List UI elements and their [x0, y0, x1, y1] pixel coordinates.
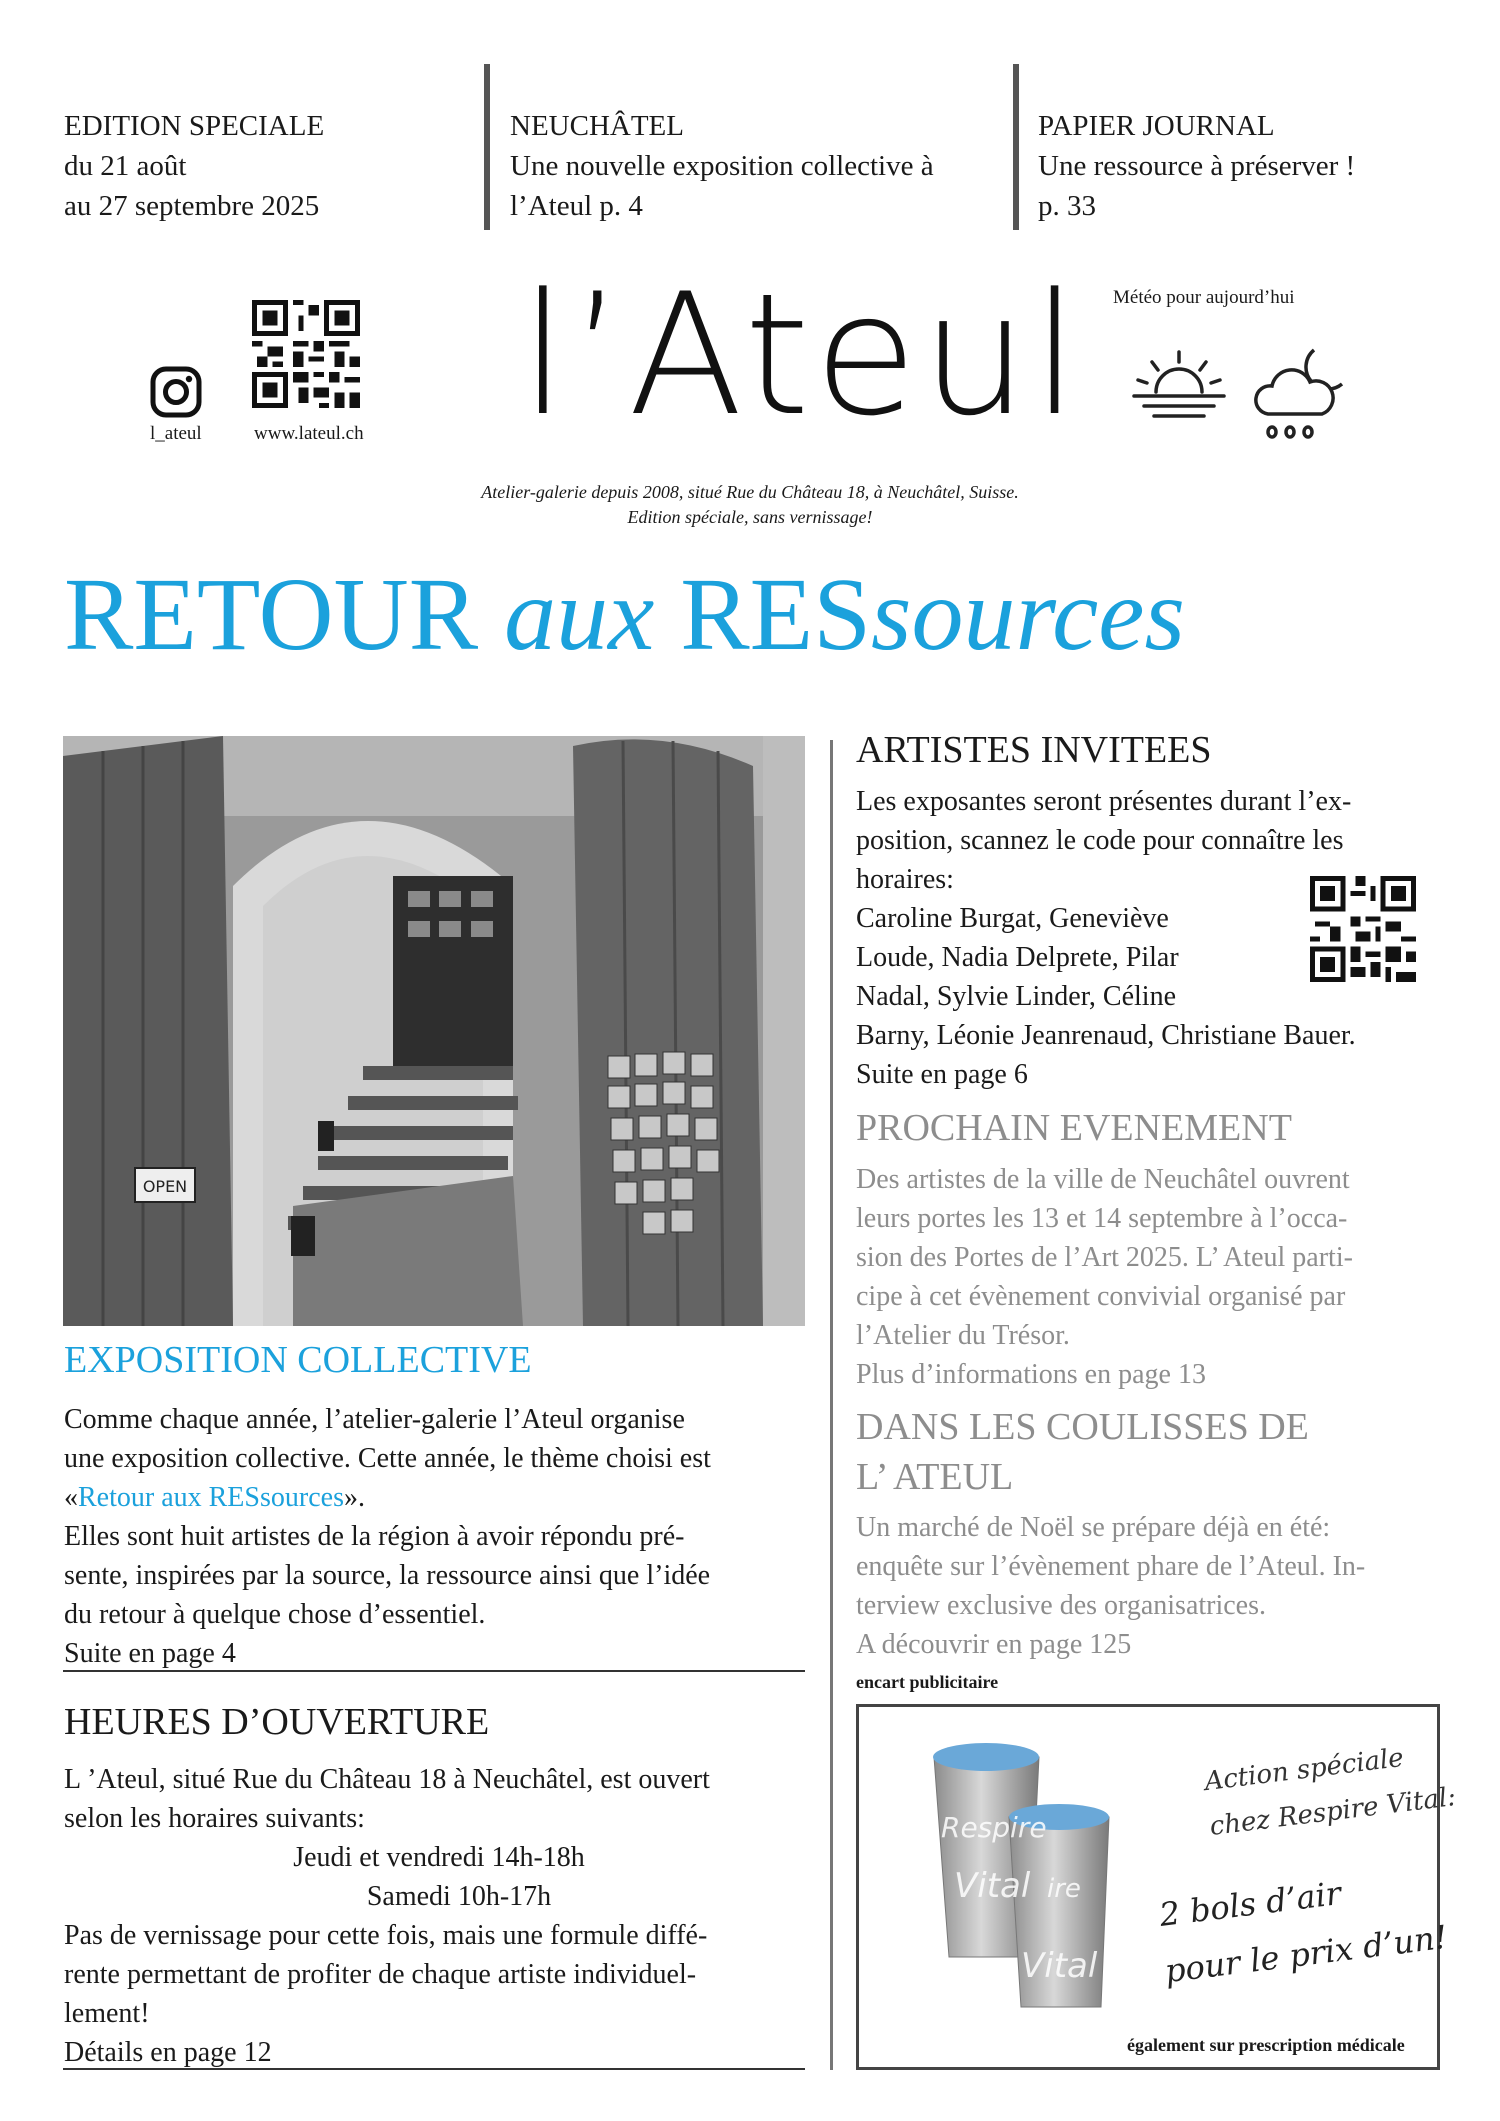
- headline-res: RES: [654, 557, 872, 672]
- artists-more[interactable]: Suite en page 6: [856, 1059, 1028, 1090]
- masthead-tagline-1: Atelier-galerie depuis 2008, situé Rue du Château 18, à Neuchâtel, Suisse.: [481, 482, 1019, 502]
- event-title: PROCHAIN EVENEMENT: [856, 1107, 1292, 1149]
- sunrise-icon: [1130, 348, 1228, 428]
- papier-teaser: Une ressource à préserver !: [1038, 150, 1356, 182]
- headline-retour: RETOUR: [64, 557, 505, 672]
- header-divider-2: [1013, 64, 1019, 230]
- can-text-4: Vital: [1021, 1946, 1098, 1986]
- instagram-icon[interactable]: [150, 366, 202, 418]
- theme-link[interactable]: Retour aux RESsources: [78, 1482, 344, 1513]
- artists-title: ARTISTES INVITEES: [856, 729, 1212, 771]
- gallery-entrance-photo: [63, 736, 805, 1326]
- artists-line-2: position, scannez le code pour connaître les: [856, 825, 1344, 856]
- header-papier[interactable]: [1038, 106, 1355, 226]
- ad-slogan-2: chez Respire Vital:: [1208, 1782, 1458, 1842]
- ad-offer-1: 2 bols d’air: [1157, 1874, 1344, 1934]
- backstage-more[interactable]: A découvrir en page 125: [856, 1629, 1132, 1660]
- neuchatel-teaser: Une nouvelle exposition collective à: [510, 150, 934, 182]
- can-text-2: Vital: [954, 1866, 1031, 1906]
- website-url[interactable]: www.lateul.ch: [254, 423, 364, 444]
- header-edition: [64, 106, 324, 226]
- hours-title: HEURES D’OUVERTURE: [64, 1701, 490, 1743]
- hours-more[interactable]: Détails en page 12: [64, 2037, 272, 2068]
- event-line-3: sion des Portes de l’Art 2025. L’ Ateul parti-: [856, 1242, 1353, 1273]
- air-cans-icon: [929, 1727, 1139, 2027]
- exposition-divider: [63, 1670, 805, 1672]
- headline-sources: sources: [871, 557, 1185, 672]
- papier-page: p. 33: [1038, 190, 1096, 222]
- hours-divider: [63, 2068, 805, 2070]
- papier-title: PAPIER JOURNAL: [1038, 110, 1275, 142]
- header-neuchatel[interactable]: [510, 106, 934, 226]
- quote-open: «: [64, 1482, 78, 1513]
- event-line-5: l’Atelier du Trésor.: [856, 1320, 1070, 1351]
- backstage-title: [856, 1402, 1309, 1502]
- event-line-4: cipe à cet évènement convivial organisé par: [856, 1281, 1346, 1312]
- masthead-tagline-2: Edition spéciale, sans vernissage!: [627, 507, 873, 527]
- edition-date-start: du 21 août: [64, 150, 187, 182]
- backstage-line-2: enquête sur l’évènement phare de l’Ateul. In-: [856, 1551, 1366, 1582]
- exposition-line-6: du retour à quelque chose d’essentiel.: [64, 1599, 486, 1630]
- backstage-line-1: Un marché de Noël se prépare déjà en été:: [856, 1512, 1331, 1543]
- hours-line-5: lement!: [64, 1998, 150, 2029]
- quote-close: ».: [343, 1482, 365, 1513]
- edition-title: EDITION SPECIALE: [64, 110, 325, 142]
- event-body: [856, 1160, 1476, 1394]
- ad-offer-2: pour le prix d’un!: [1162, 1917, 1450, 1991]
- hours-line-1: L ’Ateul, situé Rue du Château 18 à Neuchâtel, est ouvert: [64, 1764, 710, 1795]
- exposition-line-4: Elles sont huit artistes de la région à avoir répondu pré-: [64, 1521, 685, 1552]
- masthead-logo: l’Ateul: [520, 257, 1083, 453]
- backstage-body: [856, 1508, 1476, 1664]
- weather-title: Météo pour aujourd’hui: [1113, 287, 1295, 308]
- hours-body: [64, 1760, 814, 2072]
- hours-line-2: selon les horaires suivants:: [64, 1803, 365, 1834]
- main-headline: [64, 555, 1185, 675]
- instagram-handle[interactable]: l_ateul: [150, 423, 202, 444]
- exposition-line-3: [64, 1478, 814, 1517]
- ad-box[interactable]: [856, 1704, 1458, 2070]
- exposition-line-2: une exposition collective. Cette année, le thème choisi est: [64, 1443, 711, 1474]
- hours-schedule-2: Samedi 10h-17h: [366, 1881, 552, 1912]
- exposition-line-1: Comme chaque année, l’atelier-galerie l’Ateul organise: [64, 1404, 685, 1435]
- artists-line-6: Nadal, Sylvie Linder, Céline: [856, 981, 1177, 1012]
- backstage-title-2: L’ ATEUL: [856, 1456, 1014, 1498]
- event-more[interactable]: Plus d’informations en page 13: [856, 1359, 1206, 1390]
- exposition-title: EXPOSITION COLLECTIVE: [64, 1339, 532, 1381]
- website-qr-icon[interactable]: [252, 300, 360, 408]
- exposition-more[interactable]: Suite en page 4: [64, 1638, 236, 1669]
- exposition-body: [64, 1400, 814, 1673]
- event-line-1: Des artistes de la ville de Neuchâtel ouvrent: [856, 1164, 1350, 1195]
- artists-line-7: Barny, Léonie Jeanrenaud, Christiane Bauer.: [856, 1020, 1356, 1051]
- hours-schedule-1: Jeudi et vendredi 14h-18h: [293, 1842, 585, 1873]
- ad-footer: également sur prescription médicale: [1127, 2035, 1405, 2055]
- exposition-line-5: sente, inspirées par la source, la ressource ainsi que l’idée: [64, 1560, 711, 1591]
- open-sign: OPEN: [142, 1177, 188, 1196]
- headline-aux: aux: [504, 557, 655, 672]
- ad-label: encart publicitaire: [856, 1672, 999, 1692]
- artists-line-4: Caroline Burgat, Geneviève: [856, 903, 1169, 934]
- hours-line-4: rente permettant de profiter de chaque artiste individuel-: [64, 1959, 697, 1990]
- neuchatel-title: NEUCHÂTEL: [510, 110, 684, 142]
- artists-line-1: Les exposantes seront présentes durant l’ex-: [856, 786, 1352, 817]
- can-text-1: Respire: [941, 1811, 1047, 1844]
- event-line-2: leurs portes les 13 et 14 septembre à l’occa-: [856, 1203, 1348, 1234]
- artists-line-5: Loude, Nadia Delprete, Pilar: [856, 942, 1179, 973]
- hours-line-3: Pas de vernissage pour cette fois, mais une formule diffé-: [64, 1920, 708, 1951]
- header-divider-1: [484, 64, 490, 230]
- edition-date-end: au 27 septembre 2025: [64, 190, 320, 222]
- backstage-title-1: DANS LES COULISSES DE: [856, 1406, 1309, 1448]
- artists-line-3: horaires:: [856, 864, 954, 895]
- column-divider: [830, 740, 833, 2070]
- cloud-moon-rain-icon: [1250, 340, 1350, 444]
- neuchatel-page: l’Ateul p. 4: [510, 190, 643, 222]
- schedule-qr-icon[interactable]: [1310, 876, 1416, 982]
- can-text-3: ire: [1047, 1874, 1081, 1904]
- ad-slogan-1: Action spéciale: [1202, 1742, 1406, 1798]
- backstage-line-3: terview exclusive des organisatrices.: [856, 1590, 1267, 1621]
